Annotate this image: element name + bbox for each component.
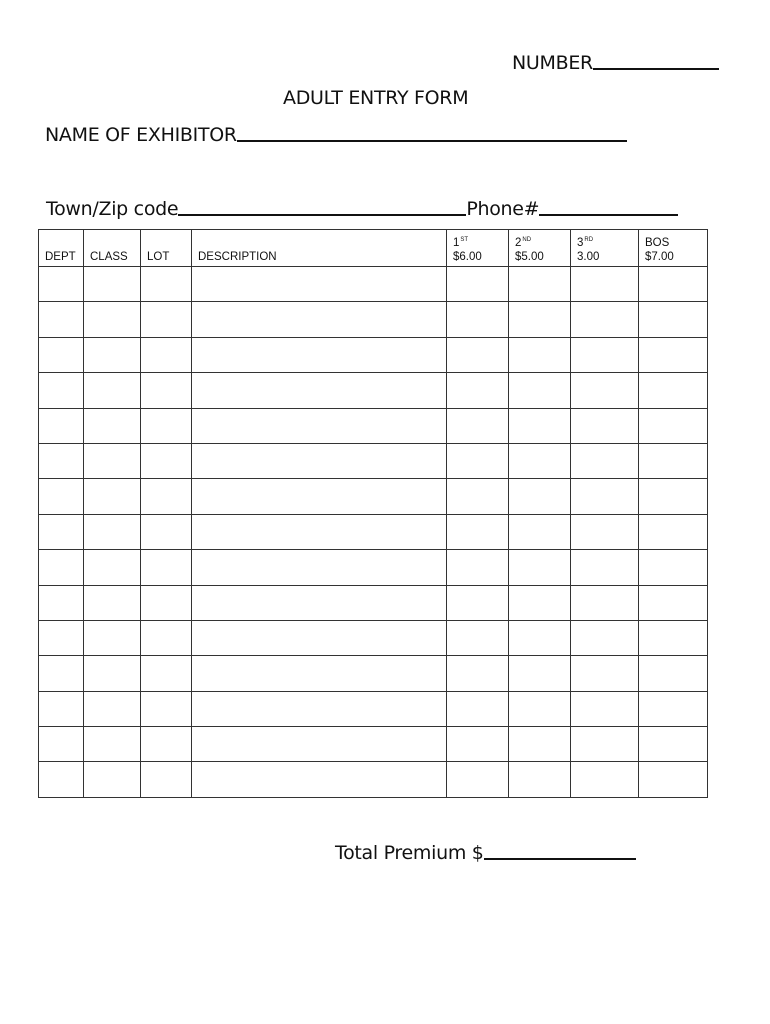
entry-cell[interactable]	[639, 620, 708, 655]
entry-cell[interactable]	[192, 727, 447, 762]
entry-cell[interactable]	[84, 585, 141, 620]
entry-cell[interactable]	[141, 514, 192, 549]
entry-cell[interactable]	[447, 337, 509, 372]
entry-cell[interactable]	[84, 550, 141, 585]
entry-cell[interactable]	[571, 514, 639, 549]
entry-cell[interactable]	[571, 337, 639, 372]
entry-cell[interactable]	[141, 585, 192, 620]
entry-cell[interactable]	[84, 302, 141, 337]
entry-cell[interactable]	[141, 267, 192, 302]
col-header-first: 1ST $6.00	[447, 230, 509, 267]
entry-cell[interactable]	[639, 514, 708, 549]
exhibitor-label: NAME OF EXHIBITOR	[45, 124, 237, 146]
entry-cell[interactable]	[571, 762, 639, 797]
entry-cell[interactable]	[141, 550, 192, 585]
entry-cell[interactable]	[447, 443, 509, 478]
form-title: ADULT ENTRY FORM	[283, 87, 469, 109]
entry-cell[interactable]	[639, 727, 708, 762]
entry-cell[interactable]	[639, 337, 708, 372]
table-header-row	[39, 230, 708, 267]
exhibitor-field	[45, 124, 627, 146]
entry-cell[interactable]	[192, 762, 447, 797]
entry-cell[interactable]	[509, 302, 571, 337]
entry-cell[interactable]	[192, 550, 447, 585]
entry-cell[interactable]	[639, 267, 708, 302]
town-phone-field	[46, 198, 678, 220]
col-header-class: CLASS	[84, 230, 141, 267]
entry-cell[interactable]	[509, 408, 571, 443]
entry-cell[interactable]	[39, 727, 84, 762]
entry-cell[interactable]	[84, 373, 141, 408]
entry-cell[interactable]	[141, 373, 192, 408]
entry-cell[interactable]	[84, 267, 141, 302]
phone-label: Phone#	[466, 198, 540, 220]
entry-cell[interactable]	[447, 302, 509, 337]
entry-cell[interactable]	[639, 691, 708, 726]
entry-cell[interactable]	[639, 302, 708, 337]
entry-cell[interactable]	[571, 479, 639, 514]
table-row	[39, 443, 708, 478]
entry-cell[interactable]	[39, 443, 84, 478]
entry-cell[interactable]	[509, 620, 571, 655]
entry-cell[interactable]	[84, 656, 141, 691]
total-premium-field	[335, 842, 636, 864]
entry-cell[interactable]	[39, 656, 84, 691]
entry-cell[interactable]	[509, 656, 571, 691]
entry-cell[interactable]	[447, 550, 509, 585]
entry-cell[interactable]	[192, 514, 447, 549]
entry-cell[interactable]	[39, 302, 84, 337]
entry-cell[interactable]	[509, 514, 571, 549]
entry-cell[interactable]	[447, 620, 509, 655]
entry-cell[interactable]	[639, 408, 708, 443]
entry-cell[interactable]	[639, 373, 708, 408]
entry-cell[interactable]	[447, 267, 509, 302]
bos-price: $7.00	[645, 251, 674, 263]
entry-cell[interactable]	[192, 479, 447, 514]
table-row	[39, 408, 708, 443]
entry-cell[interactable]	[509, 585, 571, 620]
entry-cell[interactable]	[84, 443, 141, 478]
entry-cell[interactable]	[571, 620, 639, 655]
entry-cell[interactable]	[39, 267, 84, 302]
entry-cell[interactable]	[509, 727, 571, 762]
town-label: Town/Zip code	[46, 198, 179, 220]
entry-cell[interactable]	[571, 727, 639, 762]
entry-cell[interactable]	[141, 620, 192, 655]
entry-cell[interactable]	[39, 373, 84, 408]
entry-cell[interactable]	[192, 337, 447, 372]
table-row	[39, 479, 708, 514]
entry-cell[interactable]	[192, 443, 447, 478]
entry-cell[interactable]	[39, 479, 84, 514]
entry-cell[interactable]	[192, 408, 447, 443]
table-row	[39, 267, 708, 302]
entry-cell[interactable]	[571, 408, 639, 443]
col-header-description: DESCRIPTION	[192, 230, 447, 267]
entry-cell[interactable]	[192, 267, 447, 302]
table-row	[39, 585, 708, 620]
entry-cell[interactable]	[141, 691, 192, 726]
entry-cell[interactable]	[639, 479, 708, 514]
entry-cell[interactable]	[509, 691, 571, 726]
entry-cell[interactable]	[39, 620, 84, 655]
town-blank[interactable]	[178, 214, 466, 216]
entry-cell[interactable]	[571, 373, 639, 408]
entry-cell[interactable]	[141, 408, 192, 443]
exhibitor-blank[interactable]	[237, 140, 627, 142]
third-price: 3.00	[577, 251, 600, 263]
first-price: $6.00	[453, 251, 482, 263]
entry-cell[interactable]	[571, 443, 639, 478]
entry-cell[interactable]	[509, 373, 571, 408]
entry-cell[interactable]	[571, 302, 639, 337]
table-row	[39, 302, 708, 337]
entry-cell[interactable]	[141, 337, 192, 372]
number-label: NUMBER	[512, 52, 593, 74]
entry-cell[interactable]	[509, 443, 571, 478]
table-row	[39, 691, 708, 726]
entry-cell[interactable]	[571, 656, 639, 691]
entry-cell[interactable]	[639, 585, 708, 620]
col-header-second: 2ND $5.00	[509, 230, 571, 267]
entry-cell[interactable]	[141, 727, 192, 762]
entry-cell[interactable]	[571, 585, 639, 620]
second-price: $5.00	[515, 251, 544, 263]
entry-cell[interactable]	[192, 656, 447, 691]
total-premium-blank[interactable]	[484, 858, 636, 860]
number-blank[interactable]	[593, 68, 719, 70]
entry-cell[interactable]	[84, 691, 141, 726]
entry-cell[interactable]	[571, 550, 639, 585]
number-field	[512, 52, 719, 74]
entry-cell[interactable]	[447, 514, 509, 549]
table-row	[39, 373, 708, 408]
table-row	[39, 762, 708, 797]
entry-cell[interactable]	[447, 762, 509, 797]
entry-cell[interactable]	[39, 585, 84, 620]
entry-cell[interactable]	[141, 656, 192, 691]
entry-cell[interactable]	[639, 443, 708, 478]
col-header-lot: LOT	[141, 230, 192, 267]
entry-cell[interactable]	[39, 550, 84, 585]
table-row	[39, 656, 708, 691]
entry-cell[interactable]	[141, 443, 192, 478]
entry-cell[interactable]	[141, 302, 192, 337]
entry-cell[interactable]	[639, 656, 708, 691]
col-header-bos: BOS $7.00	[639, 230, 708, 267]
entry-cell[interactable]	[39, 514, 84, 549]
entry-cell[interactable]	[447, 691, 509, 726]
col-header-dept: DEPT	[39, 230, 84, 267]
phone-blank[interactable]	[539, 214, 678, 216]
table-row	[39, 727, 708, 762]
entry-cell[interactable]	[39, 408, 84, 443]
entry-cell[interactable]	[39, 337, 84, 372]
entry-cell[interactable]	[509, 762, 571, 797]
entry-cell[interactable]	[639, 550, 708, 585]
entry-table	[38, 229, 708, 798]
entry-cell[interactable]	[84, 514, 141, 549]
table-row	[39, 550, 708, 585]
entry-cell[interactable]	[84, 408, 141, 443]
entry-cell[interactable]	[84, 762, 141, 797]
entry-cell[interactable]	[192, 691, 447, 726]
entry-cell[interactable]	[447, 479, 509, 514]
entry-cell[interactable]	[447, 727, 509, 762]
entry-cell[interactable]	[141, 762, 192, 797]
table-row	[39, 514, 708, 549]
total-premium-label: Total Premium $	[335, 842, 484, 864]
entry-cell[interactable]	[192, 373, 447, 408]
entry-cell[interactable]	[447, 585, 509, 620]
entry-cell[interactable]	[509, 550, 571, 585]
entry-cell[interactable]	[84, 727, 141, 762]
table-row	[39, 337, 708, 372]
entry-table-body	[39, 267, 708, 798]
entry-cell[interactable]	[192, 585, 447, 620]
entry-cell[interactable]	[509, 337, 571, 372]
entry-cell[interactable]	[571, 267, 639, 302]
entry-cell[interactable]	[84, 479, 141, 514]
entry-cell[interactable]	[447, 373, 509, 408]
entry-cell[interactable]	[639, 762, 708, 797]
entry-cell[interactable]	[509, 267, 571, 302]
entry-cell[interactable]	[84, 337, 141, 372]
entry-cell[interactable]	[447, 656, 509, 691]
entry-cell[interactable]	[447, 408, 509, 443]
entry-cell[interactable]	[84, 620, 141, 655]
entry-cell[interactable]	[192, 302, 447, 337]
entry-cell[interactable]	[509, 479, 571, 514]
entry-cell[interactable]	[141, 479, 192, 514]
col-header-third: 3RD 3.00	[571, 230, 639, 267]
entry-cell[interactable]	[39, 762, 84, 797]
entry-cell[interactable]	[571, 691, 639, 726]
table-row	[39, 620, 708, 655]
entry-cell[interactable]	[192, 620, 447, 655]
entry-cell[interactable]	[39, 691, 84, 726]
